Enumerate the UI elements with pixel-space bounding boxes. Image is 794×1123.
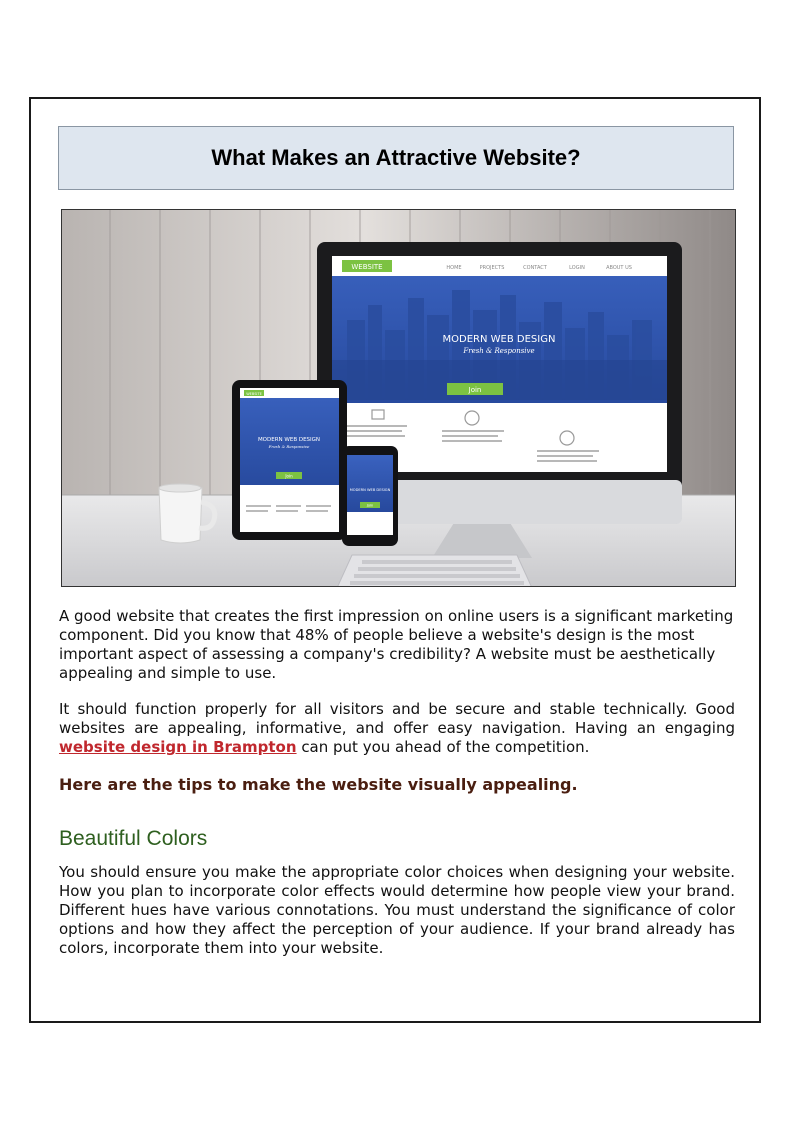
- monitor-brand: WEBSITE: [351, 263, 383, 271]
- keyboard: [337, 555, 532, 587]
- monitor-nav-2: PROJECTS: [479, 265, 505, 271]
- monitor-headline: MODERN WEB DESIGN: [442, 334, 556, 345]
- monitor-subheadline: Fresh & Responsive: [463, 347, 535, 355]
- paragraph-2-text-start: It should function properly for all visitors and be secure and stable technically. Good websites are appealing, informative, and offer easy navigation. Having an engaging: [59, 700, 735, 737]
- tablet-join-button: Join: [285, 473, 293, 479]
- section-paragraph: You should ensure you make the appropriate color choices when designing your website. How you plan to incorporate color effects would determine how people view your brand. Different hues have various connotations. You must understand the significance of color options and how they affect the perception of your audience. If your brand already has colors, incorporate them into your website.: [59, 863, 735, 957]
- paragraph-2: [59, 700, 735, 757]
- tablet-brand: WEBSITE: [246, 392, 262, 396]
- tablet-headline: MODERN WEB DESIGN: [257, 437, 321, 443]
- title-banner: [58, 126, 734, 190]
- hero-image: [61, 209, 736, 587]
- intro-paragraph: A good website that creates the first impression on online users is a significant marketing component. Did you know that 48% of people believe a website's design is the most important aspect of assessing a company's credibility? A website must be aesthetically appealing and simple to use.: [59, 607, 734, 682]
- phone-headline: MODERN WEB DESIGN: [349, 488, 391, 492]
- tablet-subheadline: Fresh & Responsive: [268, 444, 310, 449]
- phone-join-button: Join: [366, 503, 374, 508]
- phone-mockup: [342, 446, 398, 546]
- tablet-mockup: [232, 380, 347, 540]
- tips-heading: Here are the tips to make the website visually appealing.: [59, 775, 578, 794]
- monitor-nav-1: HOME: [446, 265, 462, 271]
- paragraph-2-text-end: can put you ahead of the competition.: [296, 738, 590, 756]
- monitor-nav-4: LOGIN: [569, 265, 585, 271]
- website-design-link[interactable]: website design in Brampton: [59, 738, 297, 756]
- page-title: What Makes an Attractive Website?: [211, 145, 581, 170]
- monitor-nav-3: CONTACT: [523, 265, 547, 271]
- section-heading: Beautiful Colors: [59, 827, 208, 850]
- monitor-nav-5: ABOUT US: [606, 265, 632, 271]
- monitor-join-button: Join: [468, 386, 482, 394]
